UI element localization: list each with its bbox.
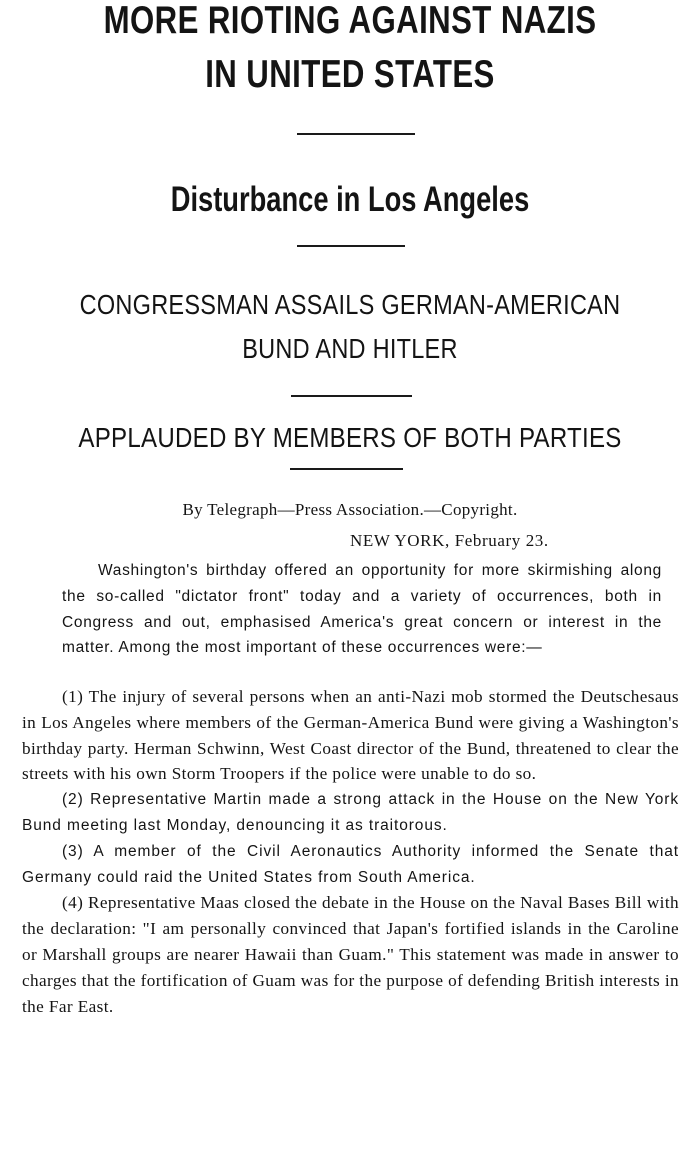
byline: By Telegraph—Press Association.—Copyright. xyxy=(182,500,518,519)
item-paragraph-1: (1) The injury of several persons when an anti-Nazi mob stormed the Deutschesaus in Los Angeles where members of the German-America Bund were giving a Washington's birthday party. Herman Schwinn, West Coast director of the Bund, threatened to clear the streets with his own Storm Troopers if the police were unable to do so. xyxy=(22,687,679,784)
headline-divider xyxy=(297,133,415,135)
lead-paragraph: Washington's birthday offered an opportunity for more skirmishing along the so-called "dictator front" today and a variety of occurrences, both in Congress and out, emphasised America's great concern or interest in the matter. Among the most important of these occurrences were:— xyxy=(62,562,662,657)
article-body xyxy=(22,684,679,1019)
item-paragraph-3: (3) A member of the Civil Aeronautics Authority informed the Senate that Germany could raid the United States from South America. xyxy=(22,842,679,886)
subhead-divider xyxy=(297,245,405,247)
item-paragraph-4: (4) Representative Maas closed the debate in the House on the Naval Bases Bill with the declaration: "I am personally convinced that Japan's fortified islands in the Caroline or Marshall groups are nearer Hawaii than Guam." This statement was made in answer to charges that the fortification of Guam was for the purpose of defending British interests in the Far East. xyxy=(22,893,679,1016)
deck-line-1: CONGRESSMAN ASSAILS GERMAN-AMERICAN xyxy=(79,289,621,320)
byline-divider xyxy=(290,468,403,470)
deck-divider xyxy=(291,395,412,397)
deck-line-2: BUND AND HITLER xyxy=(242,333,458,364)
headline-line-2: IN UNITED STATES xyxy=(205,53,495,96)
item-paragraph-2: (2) Representative Martin made a strong attack in the House on the New York Bund meeting last Monday, denouncing it as traitorous. xyxy=(22,791,679,834)
second-deck: APPLAUDED BY MEMBERS OF BOTH PARTIES xyxy=(78,422,622,453)
dateline: NEW YORK, February 23. xyxy=(350,531,549,550)
subheadline: Disturbance in Los Angeles xyxy=(170,180,530,219)
headline-line-1: MORE RIOTING AGAINST NAZIS xyxy=(103,0,597,42)
